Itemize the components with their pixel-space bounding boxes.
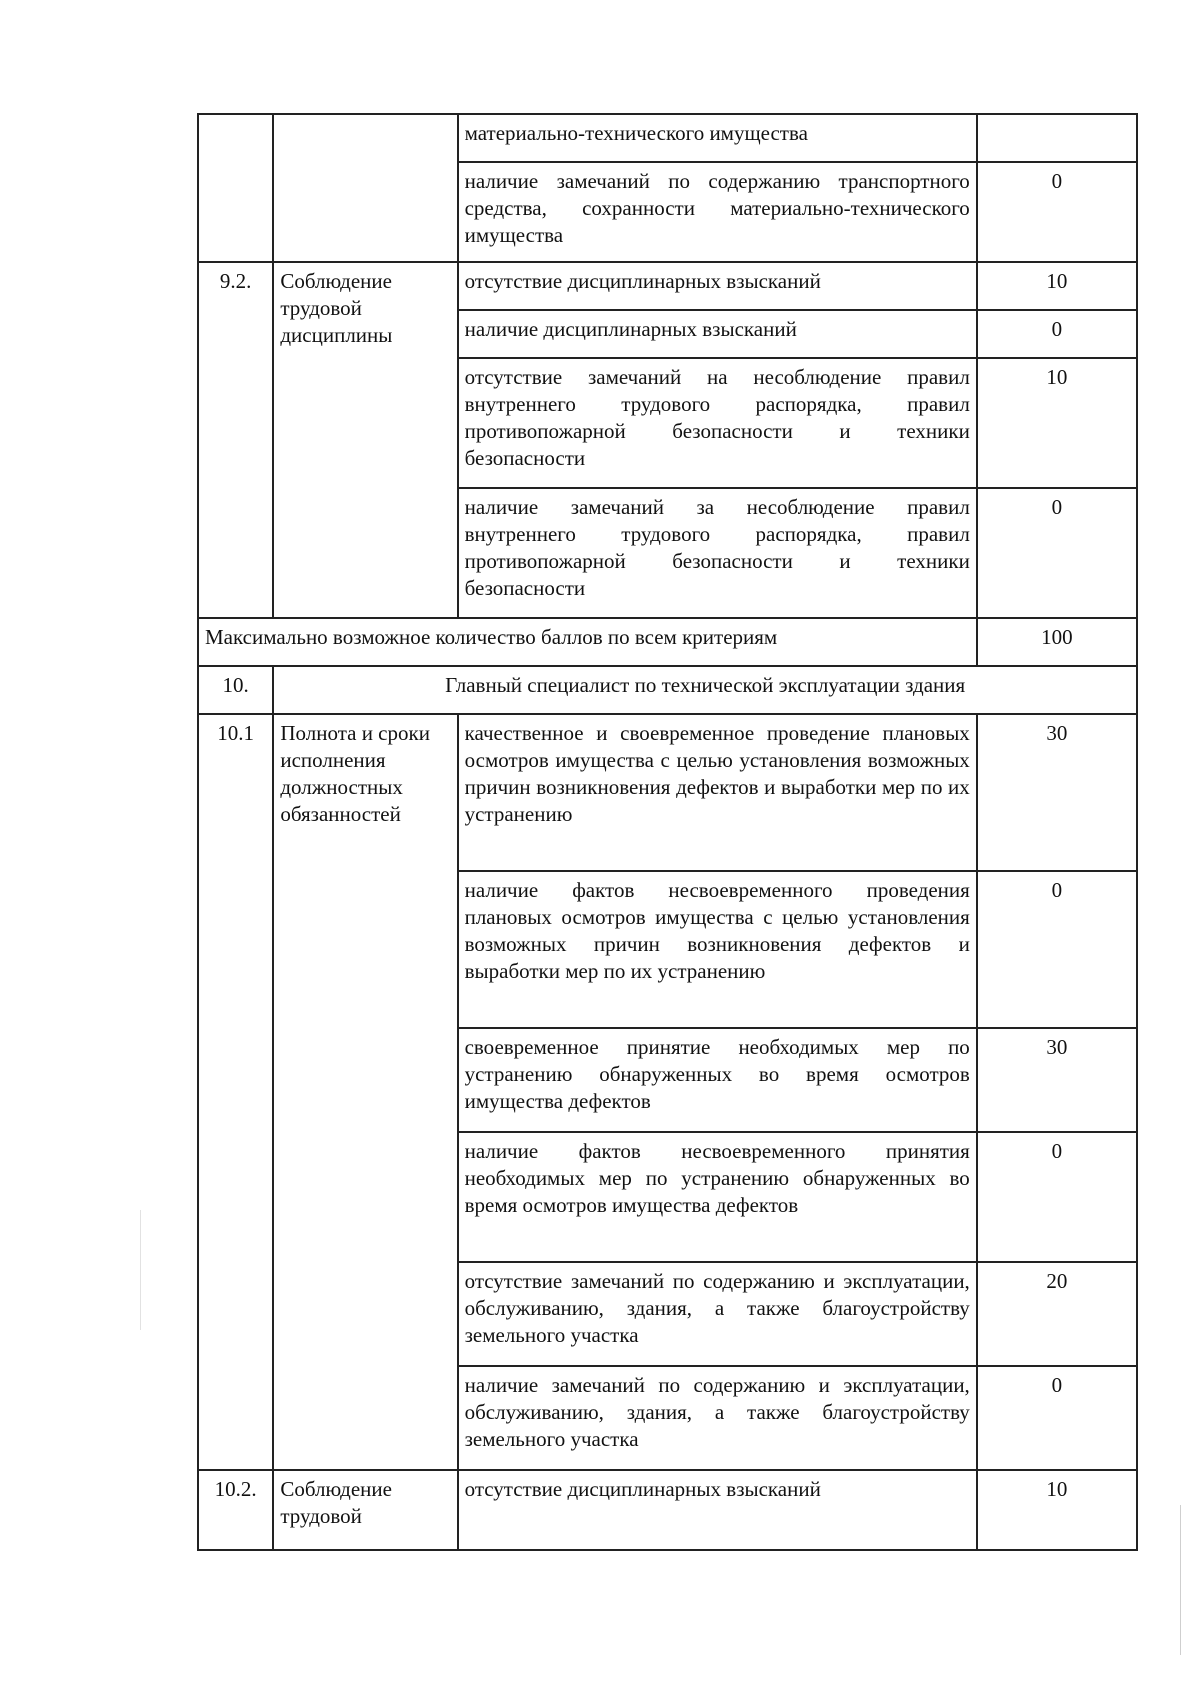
indicator-cell: отсутствие замечаний на несоблюдение правил внутреннего трудового распорядка, правил противопожарной безопасности и техники безопасности xyxy=(458,358,977,488)
criterion-cell: Полнота и сроки исполнения должностных обязанностей xyxy=(273,714,457,1470)
table-row xyxy=(198,262,1137,310)
points-cell: 0 xyxy=(977,1132,1137,1262)
points-cell: 30 xyxy=(977,714,1137,871)
max-points-row xyxy=(198,618,1137,666)
max-points-label: Максимально возможное количество баллов по всем критериям xyxy=(198,618,977,666)
points-cell xyxy=(977,114,1137,162)
number-cell: 9.2. xyxy=(198,262,273,618)
points-cell: 0 xyxy=(977,1366,1137,1470)
points-cell: 0 xyxy=(977,488,1137,618)
points-cell: 10 xyxy=(977,358,1137,488)
max-points-value: 100 xyxy=(977,618,1137,666)
indicator-cell: наличие замечаний по содержанию транспортного средства, сохранности материально-технического имущества xyxy=(458,162,977,262)
indicator-cell: наличие замечаний по содержанию и эксплуатации, обслуживанию, здания, а также благоустройству земельного участка xyxy=(458,1366,977,1470)
points-cell: 10 xyxy=(977,262,1137,310)
points-cell: 30 xyxy=(977,1028,1137,1132)
section-number: 10. xyxy=(198,666,273,714)
table-row xyxy=(198,714,1137,871)
indicator-cell: отсутствие дисциплинарных взысканий xyxy=(458,1470,977,1550)
scan-edge-line xyxy=(140,1210,141,1330)
indicator-cell: отсутствие замечаний по содержанию и эксплуатации, обслуживанию, здания, а также благоустройству земельного участка xyxy=(458,1262,977,1366)
criterion-cell: Соблюдение трудовой дисциплины xyxy=(273,262,457,618)
number-cell: 10.2. xyxy=(198,1470,273,1550)
indicator-cell: своевременное принятие необходимых мер по устранению обнаруженных во время осмотров имущества дефектов xyxy=(458,1028,977,1132)
scan-edge-line xyxy=(1180,1505,1181,1655)
points-cell: 0 xyxy=(977,162,1137,262)
number-cell xyxy=(198,114,273,262)
points-cell: 20 xyxy=(977,1262,1137,1366)
criterion-cell xyxy=(273,114,457,262)
table-row xyxy=(198,1470,1137,1550)
number-cell: 10.1 xyxy=(198,714,273,1470)
section-header-row xyxy=(198,666,1137,714)
criterion-cell: Соблюдение трудовой xyxy=(273,1470,457,1550)
points-cell: 10 xyxy=(977,1470,1137,1550)
points-cell: 0 xyxy=(977,871,1137,1028)
indicator-cell: отсутствие дисциплинарных взысканий xyxy=(458,262,977,310)
indicator-cell: наличие фактов несвоевременного проведения плановых осмотров имущества с целью установления возможных причин возникновения дефектов и выработки мер по их устранению xyxy=(458,871,977,1028)
points-cell: 0 xyxy=(977,310,1137,358)
indicator-cell: наличие дисциплинарных взысканий xyxy=(458,310,977,358)
indicator-cell: наличие фактов несвоевременного принятия необходимых мер по устранению обнаруженных во время осмотров имущества дефектов xyxy=(458,1132,977,1262)
indicator-cell: качественное и своевременное проведение плановых осмотров имущества с целью установления возможных причин возникновения дефектов и выработки мер по их устранению xyxy=(458,714,977,871)
section-title: Главный специалист по технической эксплуатации здания xyxy=(273,666,1137,714)
table-row xyxy=(198,114,1137,162)
criteria-table xyxy=(197,113,1138,1551)
indicator-cell: наличие замечаний за несоблюдение правил внутреннего трудового распорядка, правил противопожарной безопасности и техники безопасности xyxy=(458,488,977,618)
indicator-cell: материально-технического имущества xyxy=(458,114,977,162)
